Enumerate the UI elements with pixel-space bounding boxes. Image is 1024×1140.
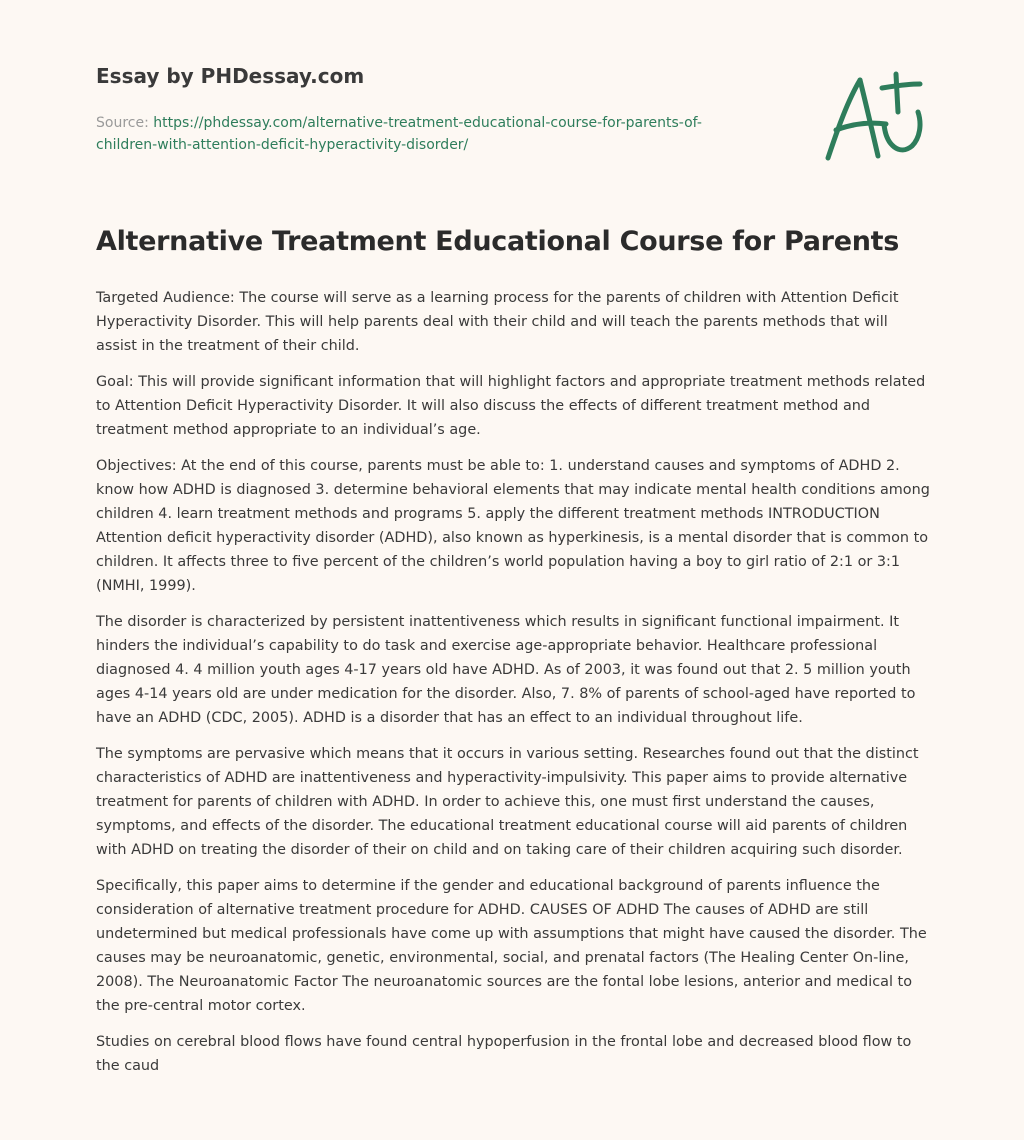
- source-line: [96, 112, 756, 156]
- essay-title: Alternative Treatment Educational Course for Parents: [96, 226, 900, 257]
- source-link[interactable]: https://phdessay.com/alternative-treatment-educational-course-for-parents-of-children-with-attention-deficit-hyperactivity-disorder/: [96, 115, 702, 153]
- paragraph: Goal: This will provide significant information that will highlight factors and appropriate treatment methods related to Attention Deficit Hyperactivity Disorder. It will also discuss the effects of different treatment method and treatment method appropriate to an individual’s age.: [96, 374, 926, 438]
- essay-body: [96, 286, 932, 1090]
- paragraph: Objectives: At the end of this course, parents must be able to: 1. understand causes and symptoms of ADHD 2. know how ADHD is diagnosed 3. determine behavioral elements that may indicate mental health conditions among children 4. learn treatment methods and programs 5. apply the different treatment methods INTRODUCTION Attention deficit hyperactivity disorder (ADHD), also known as hyperkinesis, is a mental disorder that is common to children. It affects three to five percent of the children’s world population having a boy to girl ratio of 2:1 or 3:1 (NMHI, 1999).: [96, 458, 930, 594]
- site-title: Essay by PHDessay.com: [96, 64, 365, 88]
- paragraph: The disorder is characterized by persistent inattentiveness which results in significant functional impairment. It hinders the individual’s capability to do task and exercise age-appropriate behavior. Healthcare professional diagnosed 4. 4 million youth ages 4-17 years old have ADHD. As of 2003, it was found out that 2. 5 million youth ages 4-14 years old are under medication for the disorder. Also, 7. 8% of parents of school-aged have reported to have an ADHD (CDC, 2005). ADHD is a disorder that has an effect to an individual throughout life.: [96, 614, 916, 726]
- paragraph: Targeted Audience: The course will serve as a learning process for the parents of children with Attention Deficit Hyperactivity Disorder. This will help parents deal with their child and will teach the parents methods that will assist in the treatment of their child.: [96, 290, 899, 354]
- a-plus-icon: [820, 66, 930, 166]
- paragraph: The symptoms are pervasive which means that it occurs in various setting. Researches found out that the distinct characteristics of ADHD are inattentiveness and hyperactivity-impulsivity. This paper aims to provide alternative treatment for parents of children with ADHD. In order to achieve this, one must first understand the causes, symptoms, and effects of the disorder. The educational treatment educational course will aid parents of children with ADHD on treating the disorder of their on child and on taking care of their children acquiring such disorder.: [96, 746, 919, 858]
- paragraph: Studies on cerebral blood flows have found central hypoperfusion in the frontal lobe and decreased blood flow to the caud: [96, 1034, 912, 1074]
- paragraph: Specifically, this paper aims to determine if the gender and educational background of parents influence the consideration of alternative treatment procedure for ADHD. CAUSES OF ADHD The causes of ADHD are still undetermined but medical professionals have come up with assumptions that might have caused the disorder. The causes may be neuroanatomic, genetic, environmental, social, and prenatal factors (The Healing Center On-line, 2008). The Neuroanatomic Factor The neuroanatomic sources are the fontal lobe lesions, anterior and medical to the pre-central motor cortex.: [96, 878, 927, 1014]
- source-label: Source:: [96, 115, 154, 131]
